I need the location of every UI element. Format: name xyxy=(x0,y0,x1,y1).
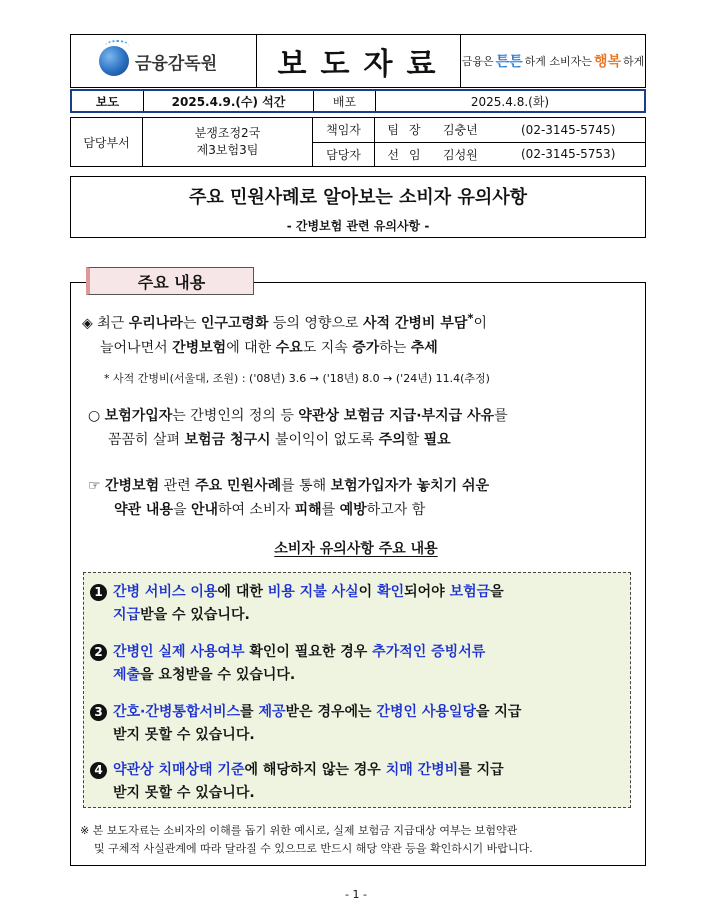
number-badge-icon: 4 xyxy=(90,762,107,779)
number-badge-icon: 1 xyxy=(90,584,107,601)
notice-item: 4 약관상 치매상태 기준에 해당하지 않는 경우 치매 간병비를 지급 받지 못할 수 있습니다. xyxy=(90,759,626,805)
header-box xyxy=(70,34,646,88)
footnote-private-care-cost: * 사적 간병비(서울대, 조원) : ('08년) 3.6 → ('18년) 8.0 → ('24년) 11.4(추정) xyxy=(104,372,490,385)
dept-units: 분쟁조정2국 제3보험3팀 xyxy=(143,118,313,166)
notice-item: 1 간병 서비스 이용에 대한 비용 지불 사실이 확인되어야 보험금을 지급받을 수 있습니다. xyxy=(90,581,626,627)
notice-box xyxy=(83,572,631,808)
slogan: 금융은 튼튼 하게 소비자는 행복 하게 xyxy=(461,54,645,70)
main-title: 주요 민원사례로 알아보는 소비자 유의사항 xyxy=(188,187,528,208)
release-date: 2025.4.9.(수) 석간 xyxy=(144,91,314,111)
page-number: - 1 - xyxy=(345,888,367,901)
consumer-notice-heading: 소비자 유의사항 주요 내용 xyxy=(274,541,438,557)
number-badge-icon: 2 xyxy=(90,644,107,661)
logo xyxy=(71,35,257,87)
logo-text: 금융감독원 xyxy=(135,53,218,74)
press-release-title: 보도자료 xyxy=(257,35,461,87)
paragraph-1: ◈ 최근 우리나라는 인구고령화 등의 영향으로 사적 간병비 부담*이 늘어나면서 간병보험에 대한 수요도 지속 증가하는 추세 xyxy=(82,311,488,356)
number-badge-icon: 3 xyxy=(90,704,107,721)
disclaimer: ※ 본 보도자료는 소비자의 이해를 돕기 위한 예시로, 실제 보험금 지급대상 여부는 보험약관 및 구체적 사실관계에 따라 달라질 수 있으므로 반드시 해당 약관 등을 확인하시기 바랍니다. xyxy=(80,824,533,855)
main-title-box xyxy=(70,176,646,238)
paragraph-3: ☞ 간병보험 관련 주요 민원사례를 통해 보험가입자가 놓치기 쉬운 약관 내용을 안내하여 소비자 피해를 예방하고자 함 xyxy=(88,478,490,518)
contact-row: 담당자 선임 김성원 (02-3145-5753) xyxy=(313,143,645,167)
contact-row: 책임자 팀장 김충년 (02-3145-5745) xyxy=(313,118,645,143)
notice-item: 2 간병인 실제 사용여부 확인이 필요한 경우 추가적인 증빙서류 제출을 요청받을 수 있습니다. xyxy=(90,641,626,687)
section-tag: 주요 내용 xyxy=(86,267,254,295)
release-row xyxy=(70,89,646,113)
notice-item: 3 간호·간병통합서비스를 제공받은 경우에는 간병인 사용일당을 지급 받지 못할 수 있습니다. xyxy=(90,701,626,747)
main-subtitle: - 간병보험 관련 유의사항 - xyxy=(286,219,430,233)
fss-logo-icon xyxy=(99,46,129,76)
paragraph-2: ○ 보험가입자는 간병인의 정의 등 약관상 보험금 지급·부지급 사유를 꼼꼼히 살펴 보험금 청구시 불이익이 없도록 주의할 필요 xyxy=(88,408,508,448)
dept-label: 담당부서 xyxy=(71,118,143,166)
distribution-label: 배포 xyxy=(314,91,376,111)
department-table xyxy=(70,117,646,167)
release-label: 보도 xyxy=(72,91,144,111)
distribution-date: 2025.4.8.(화) xyxy=(470,94,550,109)
